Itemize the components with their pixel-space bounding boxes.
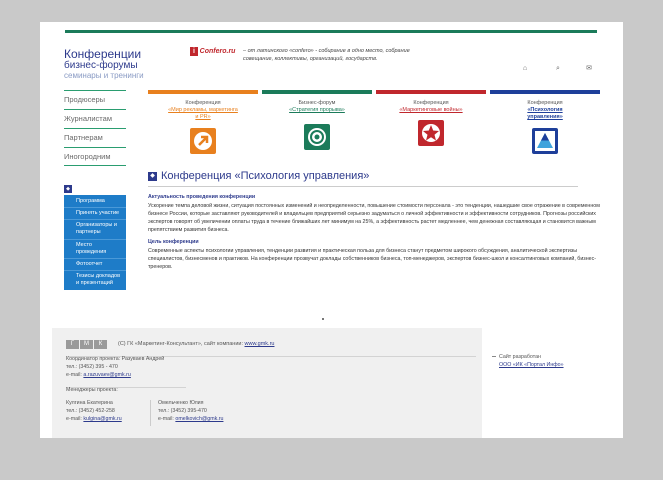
manager2-name: Омельченко Юлия (158, 400, 204, 406)
card-color-bar (376, 90, 486, 94)
developer-block (492, 354, 564, 370)
coordinator-email-link[interactable]: a.razuvaev@gmk.ru (83, 371, 131, 378)
search-icon[interactable]: ⌕ (556, 65, 560, 72)
card-color-bar (262, 90, 372, 94)
section-title-relevance: Актуальность проведения конференции (148, 194, 256, 200)
gmk-logo[interactable] (66, 340, 108, 349)
card-kind: Конференция (527, 100, 563, 106)
managers-divider (150, 400, 151, 426)
info-icon: i (190, 47, 198, 56)
footer-copyright (118, 341, 274, 347)
coordinator-block (66, 356, 164, 380)
email-label: e-mail: (66, 371, 82, 378)
paragraph-goal: Современные аспекты психологии управления, тенденции развития и практическая польза для бизнеса станут предметом широкого обсуждения, аналитической экспертизы специалистов, бизнесменов и практиков. На конференции прозвучат доклады собственников бизнеса, топ-менеджеров, экспертов бизнес-школ и консалтинговых компаний, бизнес-тренеров. (148, 247, 597, 270)
conference-card-marketing-wars[interactable] (376, 90, 486, 146)
confero-definition: – от латинского «confero» - собирание в одно место, собрание совещание, коллективы, организаций, государств. (243, 48, 410, 62)
nav-item-partners[interactable]: Партнерам (64, 128, 126, 147)
nav-item-journalists[interactable]: Журналистам (64, 109, 126, 128)
paragraph-relevance: Ускорение темпа деловой жизни, ситуация постоянных изменений и неопределенности, повышение стоимости персонала - это тенденции, нашедшие свое отражение в современном бизнесе России, которые заставляют руководителей и владельцев предприятий серьезно задуматься о личной эффективности и эффективности сотрудников. Прогнозы российских экспертов говорят об увеличении оплаты труда в течение ближайших лет минимум на 25%, а эффективность растет медленнее, чем денежная составляющая и становится важным препятствием развития бизнеса. (148, 202, 600, 233)
copyright-text: (С) ГК «Маркетинг-Консультант», сайт компании: (118, 341, 243, 347)
developer-link[interactable]: ООО «ИК «Портал Инфо» (499, 361, 564, 368)
section-title-goal: Цель конференции (148, 238, 199, 245)
main-content (148, 190, 608, 271)
card-kind: Конференция (413, 100, 449, 106)
menu-item-photo-report[interactable]: Фотоотчет (64, 259, 126, 271)
card-kind: Конференция (185, 100, 221, 106)
manager2-phone: тел.: (3452) 395-470 (158, 407, 207, 414)
email-label: e-mail: (66, 415, 82, 422)
confero-logo-text: Confero.ru (199, 48, 236, 55)
developer-label: Сайт разработан (499, 354, 541, 360)
page-title: Конференция «Психология управления» (161, 170, 370, 182)
conference-card-strategy[interactable] (262, 90, 372, 150)
card-title-link[interactable]: «Стратегия прорыва» (289, 107, 345, 113)
separator-dot (322, 318, 324, 320)
brand-line-1: Конференции (64, 47, 142, 61)
nav-item-nonresidents[interactable]: Иногородним (64, 147, 126, 166)
confero-logo (190, 47, 240, 56)
card-color-bar (148, 90, 258, 94)
manager1-name: Кулгина Екатерина (66, 400, 113, 406)
side-menu-header (64, 185, 126, 195)
manager1-block (66, 400, 122, 424)
heading-divider (148, 186, 578, 187)
page (40, 22, 623, 438)
manager1-email-link[interactable]: kulgina@gmk.ru (83, 415, 122, 422)
site-logo[interactable] (64, 48, 164, 80)
manager1-phone: тел.: (3452) 452-258 (66, 407, 115, 414)
conference-card-advertising[interactable] (148, 90, 258, 154)
card-title-link[interactable]: «Психология управления» (527, 107, 563, 121)
brand-line-2: бизнес-форумы (64, 60, 138, 71)
email-label: e-mail: (158, 415, 174, 422)
home-icon[interactable]: ⌂ (522, 65, 528, 72)
conference-card-psychology[interactable] (490, 90, 600, 154)
managers-label: Менеджеры проекта: (66, 387, 118, 393)
card-title-link[interactable]: «Мир рекламы, маркетинга и PR» (168, 107, 238, 121)
page-heading-icon: ◆ (148, 172, 157, 181)
manager2-block (158, 400, 223, 424)
side-menu-list (64, 195, 126, 290)
nav-item-producers[interactable]: Продюсеры (64, 90, 126, 109)
left-nav (64, 90, 126, 166)
menu-item-theses[interactable]: Тезисы докладов и презентаций (76, 272, 121, 287)
conference-side-menu (64, 185, 126, 290)
footer (52, 328, 482, 438)
brand-line-3: семинары и тренинги (64, 71, 144, 80)
mail-icon[interactable]: ✉ (586, 65, 592, 72)
menu-item-participate[interactable]: Принять участие (64, 208, 126, 220)
manager2-email-link[interactable]: omelkovich@gmk.ru (175, 415, 224, 422)
card-title-link[interactable]: «Маркетинговые войны» (399, 107, 463, 113)
gmk-logo-letter: Г (66, 340, 79, 349)
arrow-icon[interactable] (190, 128, 216, 154)
menu-diamond-icon: ◆ (64, 185, 72, 193)
coordinator-name: Координатор проекта: Разуваев Андрей (66, 356, 165, 362)
dash-icon (492, 356, 496, 357)
top-accent-bar (65, 30, 597, 33)
card-color-bar (490, 90, 600, 94)
menu-item-program[interactable]: Программа (64, 196, 126, 208)
star-icon[interactable] (418, 120, 444, 146)
menu-item-venue[interactable]: Место проведения (64, 240, 126, 259)
gmk-logo-letter: К (94, 340, 107, 349)
menu-item-organizers[interactable]: Организаторы и партнеры (64, 220, 126, 239)
card-kind: Бизнес-форум (298, 100, 336, 106)
pyramid-icon[interactable] (532, 128, 558, 154)
coordinator-phone: тел.: (3452) 395 - 470 (66, 363, 118, 370)
company-site-link[interactable]: www.gmk.ru (244, 341, 275, 347)
target-icon[interactable] (304, 124, 330, 150)
gmk-logo-letter: М (80, 340, 93, 349)
